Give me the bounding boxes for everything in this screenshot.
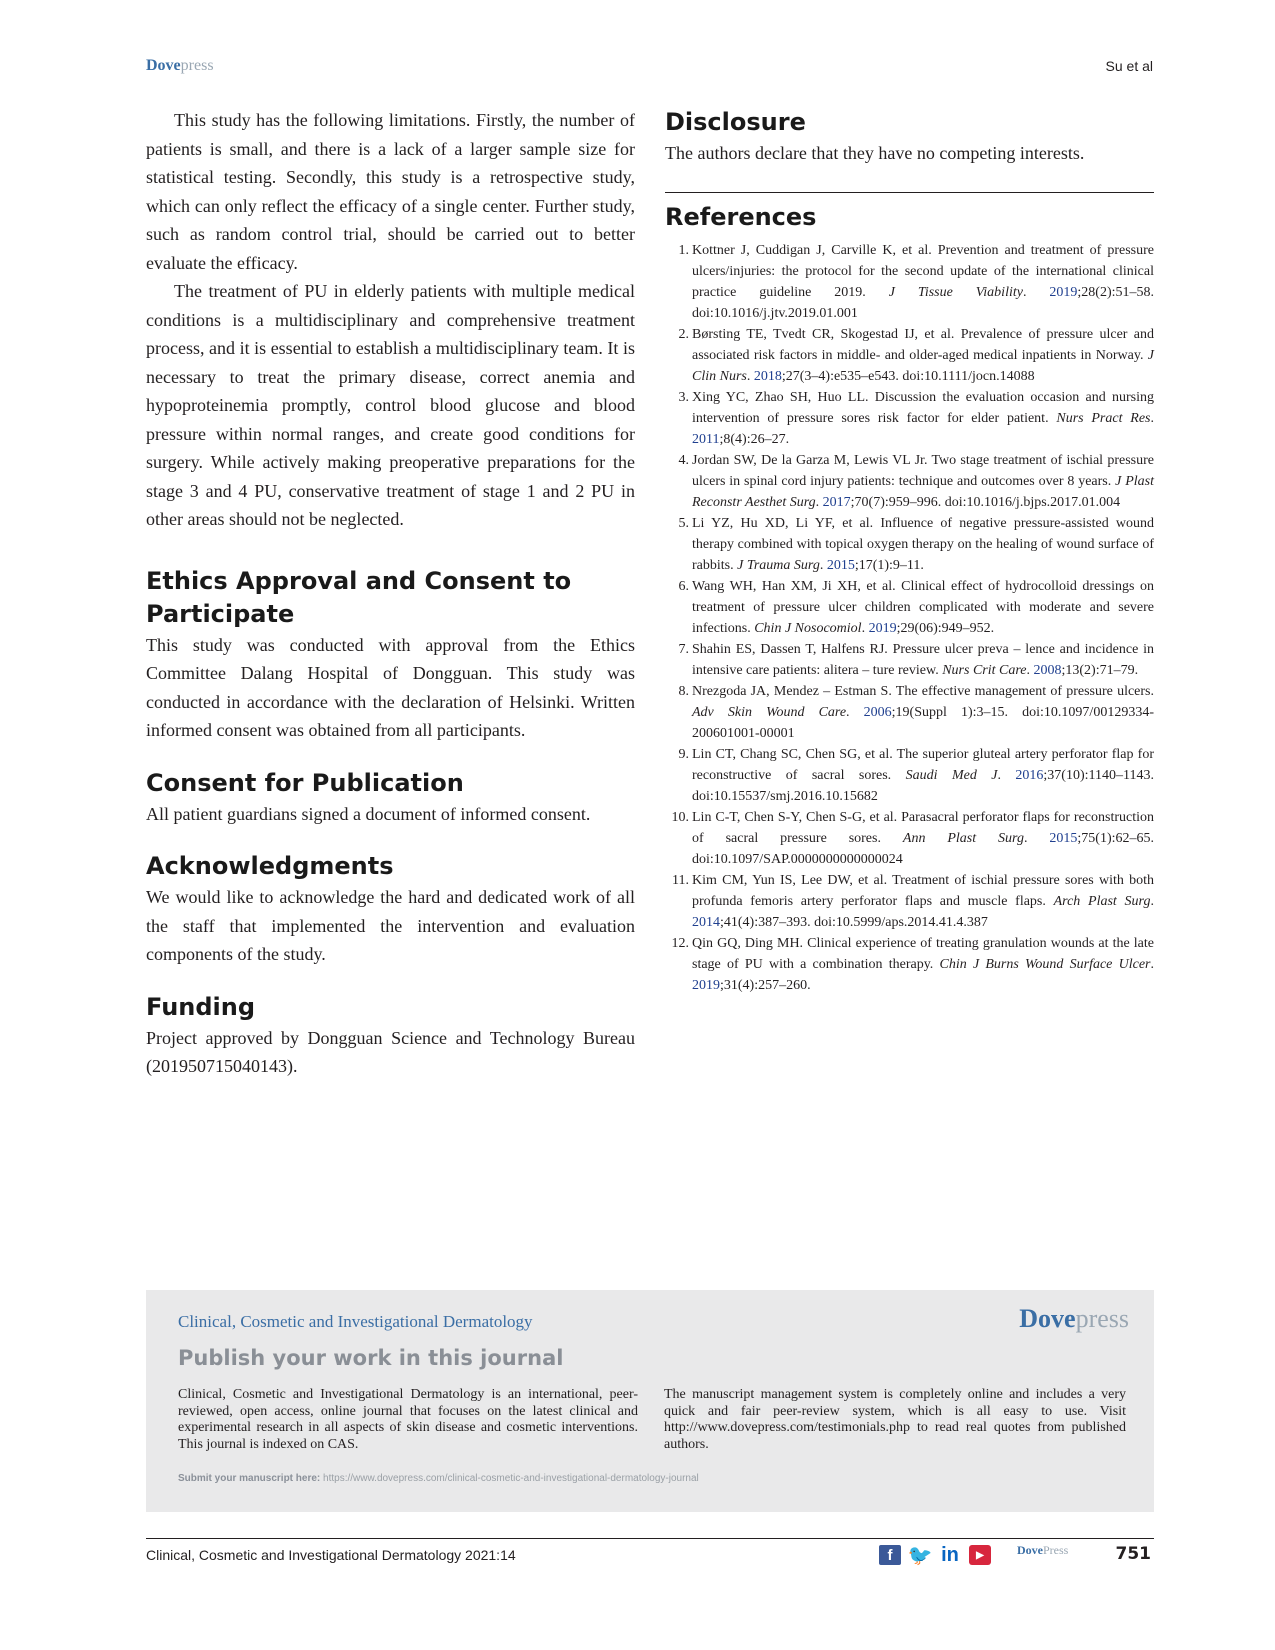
reference-number: 6. [678,578,689,594]
reference-separator: . [997,767,1016,783]
disclosure-text: The authors declare that they have no competing interests. [665,143,1085,163]
reference-details: ;29(06):949–952. [896,620,995,636]
reference-item [665,933,1154,996]
social-icons [879,1545,991,1565]
reference-item [665,450,1154,513]
reference-authors-title: Lin CT, Chang SC, Chen SG, et al. The superior gluteal artery perforator flap for reconstructive of sacral sores. [692,746,1154,783]
reference-details: ;17(1):9–11. [854,557,924,573]
references-heading: References [665,202,817,231]
reference-item [665,576,1154,639]
reference-item [665,744,1154,807]
reference-journal: J Trauma Surg [737,557,820,573]
reference-year-link[interactable]: 2019 [1049,284,1078,300]
reference-year-link[interactable]: 2017 [822,494,851,510]
reference-journal: Nurs Crit Care [942,662,1027,678]
dovepress-logo-large[interactable] [1019,1304,1129,1334]
reference-number: 10. [671,809,689,825]
reference-details: ;37(10):1140–1143. doi:10.15537/smj.2016.10.15682 [692,767,1154,804]
reference-year-link[interactable]: 2015 [826,557,855,573]
reference-details: ;8(4):26–27. [719,431,790,447]
reference-separator: . [1022,284,1050,300]
reference-list [665,240,1154,996]
reference-number: 12. [671,935,689,951]
submit-url-link[interactable]: https://www.dovepress.com/clinical-cosmetic-and-investigational-dermatology-journal [323,1473,699,1484]
journal-promo-box [146,1290,1154,1512]
ethics-text: This study was conducted with approval from the Ethics Committee Dalang Hospital of Dongguan. This study was conducted in accordance with the declaration of Helsinki. Written informed consent was obtained from all participants. [146,634,635,740]
reference-number: 11. [672,872,689,888]
reference-authors-title: Wang WH, Han XM, Ji XH, et al. Clinical effect of hydrocolloid dressings on treatment of pressure ulcer children complicated with moderate and severe infections. [692,578,1154,636]
reference-journal: Arch Plast Surg [1053,893,1151,909]
reference-year-link[interactable]: 2008 [1033,662,1062,678]
logo-press: Press [1043,1543,1069,1557]
running-head-authors: Su et al [1105,58,1153,74]
reference-year-link[interactable]: 2019 [868,620,897,636]
page-number: 751 [1115,1544,1151,1564]
right-column [665,106,1154,996]
reference-details: ;41(4):387–393. doi:10.5999/aps.2014.41.4.387 [720,914,988,930]
reference-authors-title: Kim CM, Yun IS, Lee DW, et al. Treatment of ischial pressure sores with both profunda femoris artery perforator flaps and muscle flaps. [692,872,1154,909]
reference-authors-title: Kottner J, Cuddigan J, Carville K, et al. Prevention and treatment of pressure ulcers/injuries: the protocol for the second update of the international clinical practice guideline 2019. [692,242,1154,300]
facebook-icon[interactable]: f [879,1545,901,1565]
reference-authors-title: Jordan SW, De la Garza M, Lewis VL Jr. Two stage treatment of ischial pressure ulcers in spinal cord injury patients: technique and outcomes over 8 years. [692,452,1154,489]
footer-journal-citation: Clinical, Cosmetic and Investigational Dermatology 2021:14 [146,1547,516,1563]
reference-authors-title: Shahin ES, Dassen T, Halfens RJ. Pressure ulcer preva – lence and incidence in intensive care patients: alitera – ture review. [692,641,1154,678]
reference-details: ;27(3–4):e535–e543. doi:10.1111/jocn.14088 [781,368,1035,384]
reference-authors-title: Nrezgoda JA, Mendez – Estman S. The effective management of pressure ulcers. [692,683,1154,699]
reference-separator: . [1150,956,1154,972]
reference-number: 2. [678,326,689,342]
disclosure-heading: Disclosure [665,108,806,136]
reference-number: 9. [678,746,689,762]
reference-separator: . [819,557,827,573]
reference-item [665,807,1154,870]
reference-authors-title: Xing YC, Zhao SH, Huo LL. Discussion the evaluation occasion and nursing intervention of pressure sores risk factor for elder patient. [692,389,1154,426]
reference-item [665,240,1154,324]
reference-authors-title: Li YZ, Hu XD, Li YF, et al. Influence of negative pressure-assisted wound therapy combined with topical oxygen therapy on the healing of wound surface of rabbits. [692,515,1154,573]
left-column [146,106,635,1081]
logo-dove: Dove [1019,1304,1076,1333]
funding-text: Project approved by Dongguan Science and Technology Bureau (201950715040143). [146,1027,635,1076]
publish-heading: Publish your work in this journal [178,1346,564,1370]
reference-authors-title: Lin C-T, Chen S-Y, Chen S-G, et al. Parasacral perforator flaps for reconstruction of sacral pressure sores. [692,809,1154,846]
consent-heading: Consent for Publication [146,768,464,797]
reference-item [665,639,1154,681]
reference-authors-title: Børsting TE, Tvedt CR, Skogestad IJ, et al. Prevalence of pressure ulcer and associated risk factors in middle- and older-aged medical inpatients in Norway. [692,326,1154,363]
reference-item [665,870,1154,933]
submit-line [178,1473,699,1484]
reference-separator: . [1026,662,1034,678]
reference-number: 4. [678,452,689,468]
reference-journal: Nurs Pract Res [1056,410,1151,426]
reference-details: ;31(4):257–260. [720,977,811,993]
ethics-heading: Ethics Approval and Consent to Participate [146,566,572,628]
logo-dove: Dove [1017,1543,1043,1557]
reference-number: 3. [678,389,689,405]
reference-year-link[interactable]: 2011 [692,431,720,447]
linkedin-icon[interactable]: in [941,1543,959,1566]
logo-press: press [1075,1304,1129,1333]
reference-number: 7. [678,641,689,657]
reference-separator: . [815,494,823,510]
journal-name-link[interactable]: Clinical, Cosmetic and Investigational Dermatology [178,1312,533,1331]
reference-item [665,324,1154,387]
reference-journal: Chin J Burns Wound Surface Ulcer [939,956,1151,972]
reference-separator: . [861,620,869,636]
reference-year-link[interactable]: 2018 [753,368,782,384]
reference-journal: Ann Plast Surg [902,830,1024,846]
reference-journal: Chin J Nosocomiol [754,620,862,636]
reference-separator: . [1023,830,1050,846]
limitations-paragraph-1: This study has the following limitations. Firstly, the number of patients is small, and there is a lack of a larger sample size for statistical testing. Secondly, this study is a retrospective study, which can only reflect the efficacy of a single center. Further study, such as random control trial, should be carried out to better evaluate the efficacy. [146,110,635,273]
reference-year-link[interactable]: 2019 [692,977,720,993]
reference-journal: Saudi Med J [905,767,998,783]
reference-year-link[interactable]: 2006 [863,704,892,720]
reference-details: ;28(2):51–58. doi:10.1016/j.jtv.2019.01.001 [692,284,1154,321]
reference-journal: J Clin Nurs [692,347,1154,384]
reference-item [665,387,1154,450]
logo-dove: Dove [146,57,181,74]
reference-separator: . [846,704,864,720]
reference-separator: . [1150,410,1154,426]
reference-number: 8. [678,683,689,699]
reference-journal: J Tissue Viability [888,284,1023,300]
submit-label: Submit your manuscript here: [178,1473,321,1484]
reference-year-link[interactable]: 2015 [1049,830,1078,846]
reference-item [665,513,1154,576]
logo-press: press [180,57,214,74]
limitations-paragraph-2: The treatment of PU in elderly patients with multiple medical conditions is a multidisciplinary and comprehensive treatment process, and it is essential to establish a multidisciplinary team. It is necessary to treat the primary disease, correct anemia and hypoproteinemia promptly, control blood glucose and blood pressure within normal ranges, and create good conditions for surgery. While actively making preoperative preparations for the stage 3 and 4 PU, conservative treatment of stage 1 and 2 PU in other areas should not be neglected. [146,281,635,529]
journal-description: Clinical, Cosmetic and Investigational Dermatology is an international, peer-reviewed, open access, online journal that focuses on the latest clinical and experimental research in all aspects of skin disease and cosmetic interventions. This journal is indexed on CAS. [178,1387,638,1452]
acknowledgments-heading: Acknowledgments [146,852,394,880]
reference-year-link[interactable]: 2016 [1015,767,1044,783]
youtube-icon[interactable]: ▶ [969,1545,991,1565]
reference-details: ;13(2):71–79. [1061,662,1139,678]
reference-item [665,681,1154,744]
section-divider [665,192,1154,193]
reference-separator: . [746,368,754,384]
acknowledgments-text: We would like to acknowledge the hard and dedicated work of all the staff that implemented the intervention and evaluation components of the study. [146,887,635,964]
reference-number: 1. [678,242,689,258]
reference-details: ;19(Suppl 1):3–15. doi:10.1097/00129334-200601001-00001 [692,704,1154,741]
footer-dovepress-logo[interactable] [1017,1543,1068,1558]
reference-year-link[interactable]: 2014 [692,914,720,930]
dovepress-logo[interactable] [146,57,214,75]
reference-details: ;70(7):959–996. doi:10.1016/j.bjps.2017.01.004 [850,494,1121,510]
reference-details: ;75(1):62–65. doi:10.1097/SAP.0000000000000024 [692,830,1155,867]
reference-separator: . [1150,893,1154,909]
reference-journal: J Plast Reconstr Aesthet Surg [692,473,1155,510]
reference-journal: Adv Skin Wound Care [692,704,847,720]
consent-text: All patient guardians signed a document of informed consent. [146,803,591,824]
funding-heading: Funding [146,992,256,1021]
manuscript-system-description: The manuscript management system is completely online and includes a very quick and fair peer-review system, which is all easy to use. Visit http://www.dovepress.com/testimonials.php to read real quotes from published authors. [664,1387,1126,1452]
reference-number: 5. [678,515,689,531]
twitter-icon[interactable]: 🐦 [907,1544,933,1567]
reference-authors-title: Qin GQ, Ding MH. Clinical experience of treating granulation wounds at the late stage of PU with a combination therapy. [692,935,1154,972]
footer-rule [146,1538,1154,1539]
